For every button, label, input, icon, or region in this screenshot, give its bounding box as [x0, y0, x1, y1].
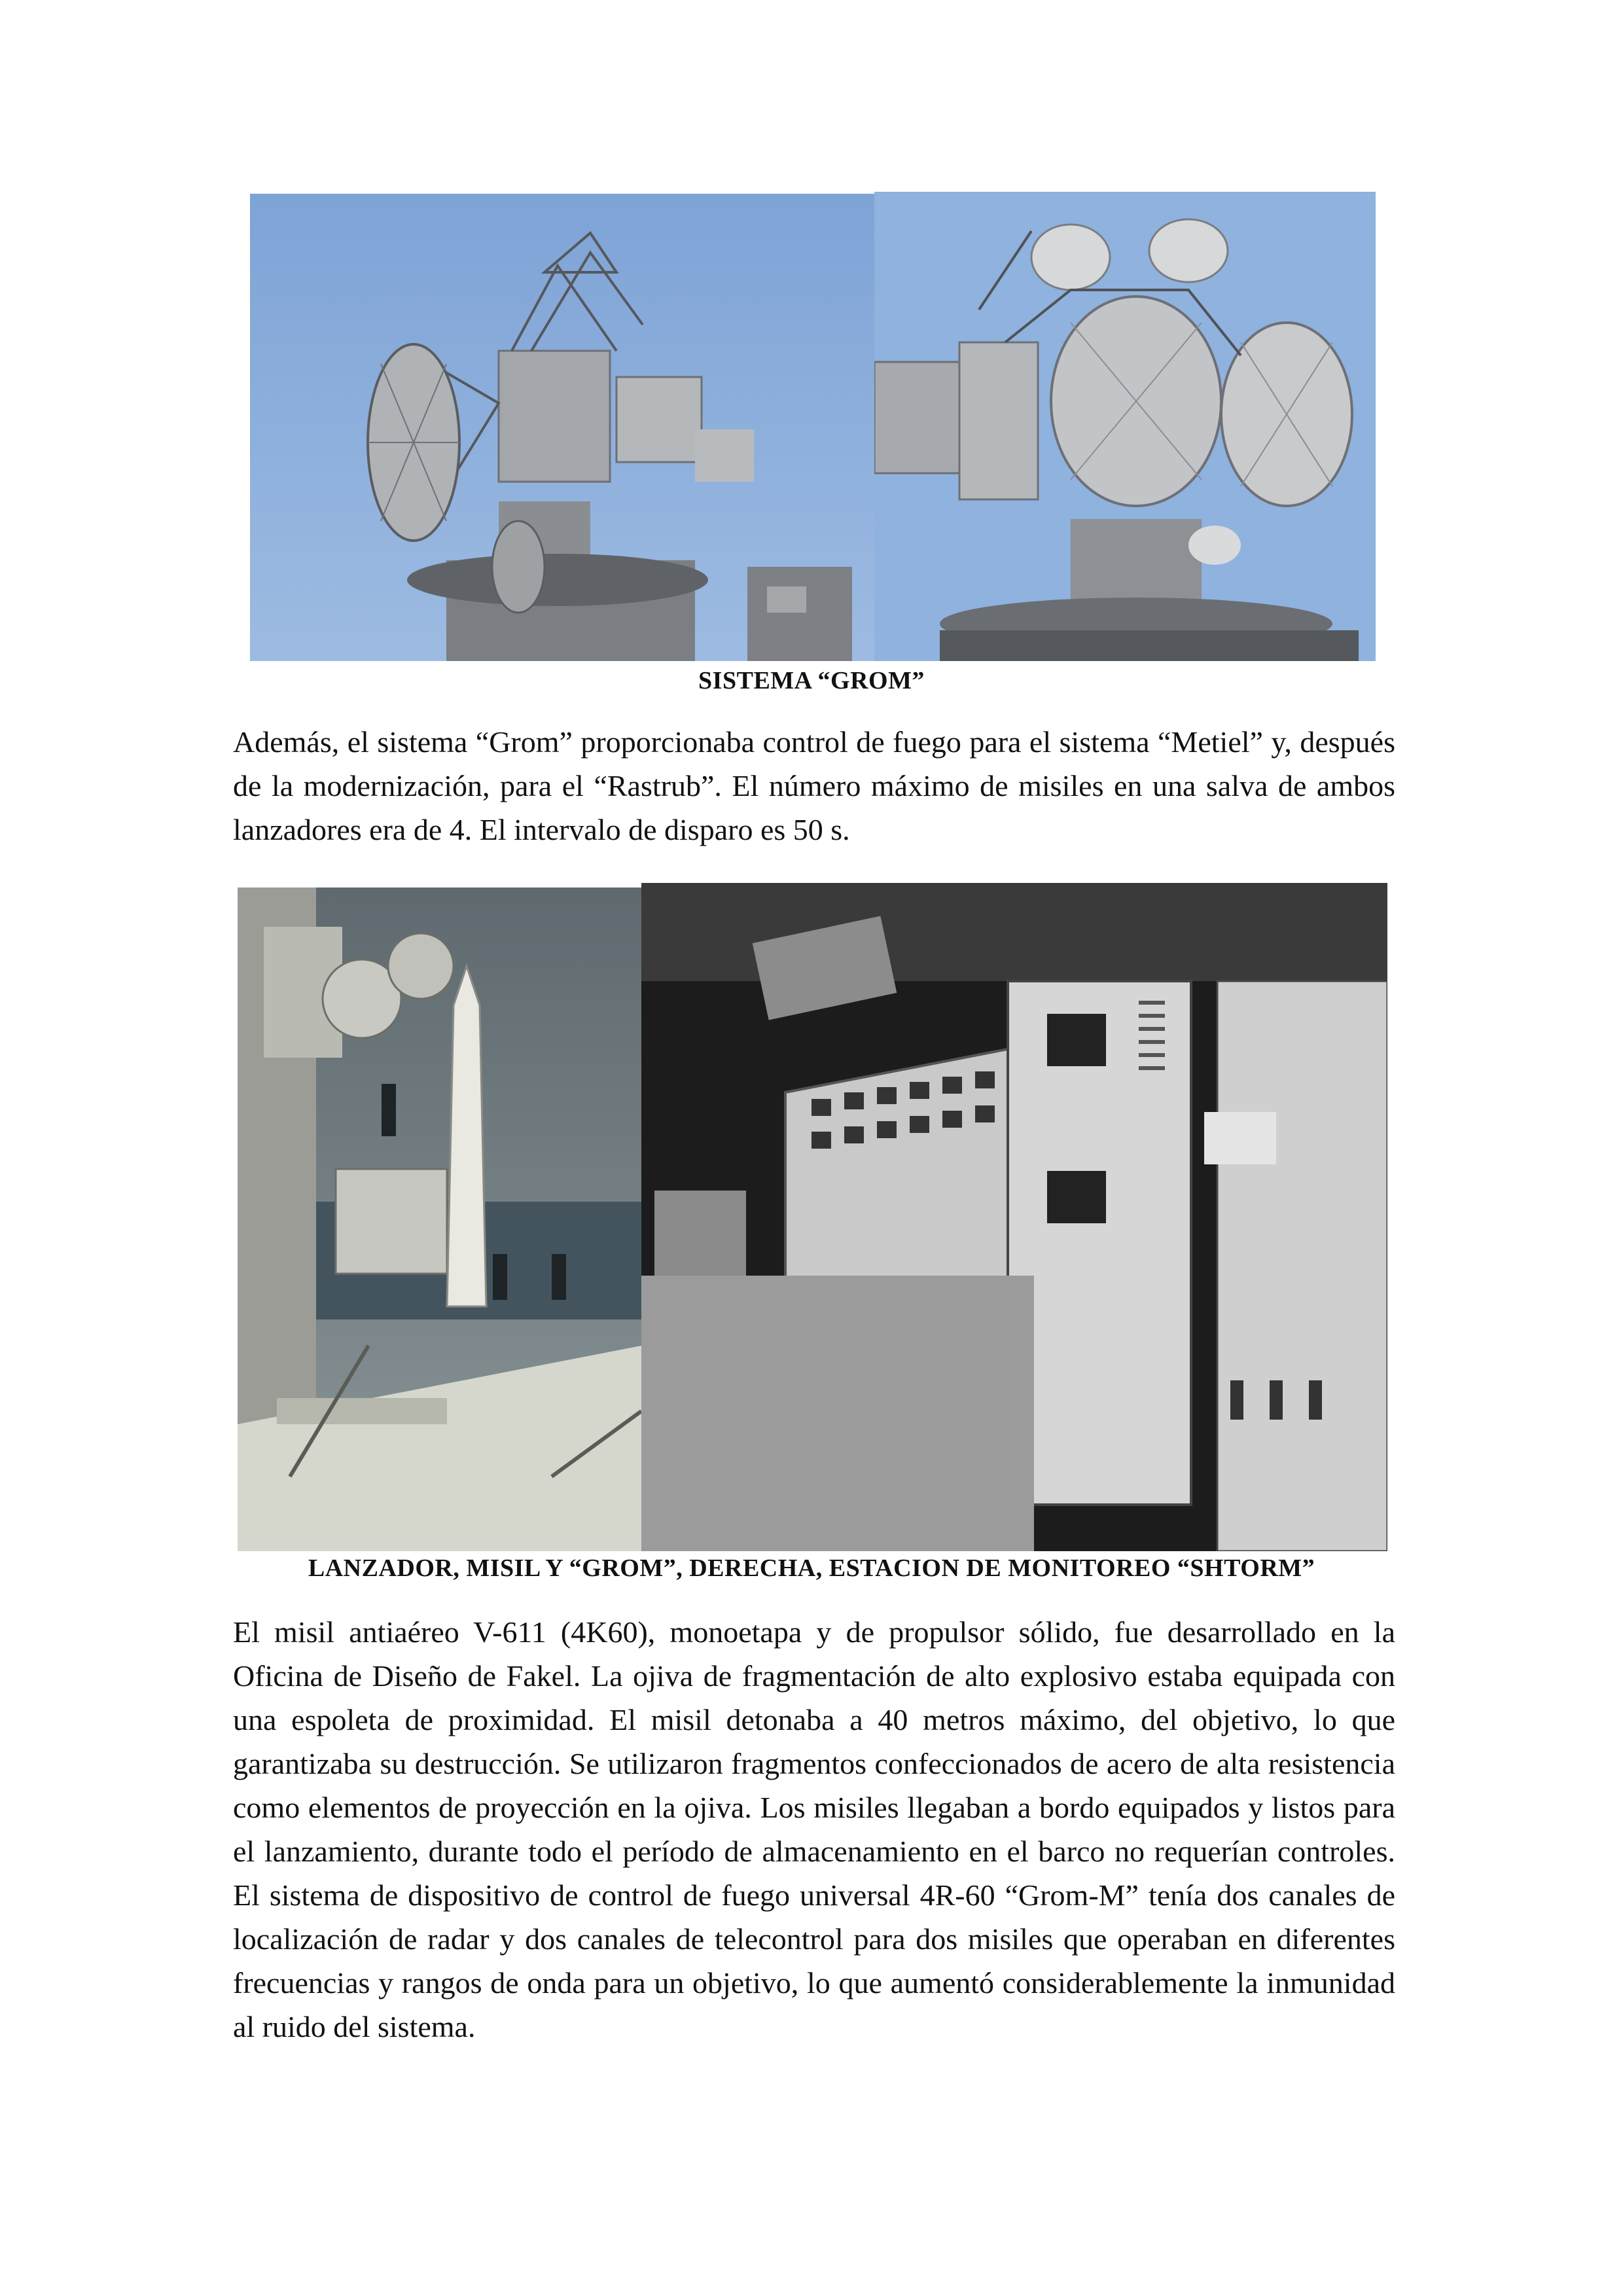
radar-photo-right — [874, 192, 1376, 661]
caption-sistema-grom: SISTEMA “GROM” — [698, 667, 925, 694]
control-console-icon — [641, 883, 1387, 1551]
monitoring-station-photo — [641, 883, 1387, 1551]
launcher-missile-photo — [238, 888, 641, 1551]
radar-photo-left — [250, 194, 874, 661]
radar-antennas-icon — [874, 192, 1376, 661]
paragraph-v611-missile: El misil antiaéreo V-611 (4K60), monoetapa y de propulsor sólido, fue desarrollado en la Oficina de Diseño de Fakel. La ojiva de fragmentación de alto explosivo estaba equipada con una espoleta de proximidad. El misil detonaba a 40 metros máximo, del objetivo, lo que garantizaba su destrucción. Se utilizaron fragmentos confeccionados de acero de alta resistencia como elementos de proyección en la ojiva. Los misiles llegaban a bordo equipados y listos para el lanzamiento, durante todo el período de almacenamiento en el barco no requerían controles. El sistema de dispositivo de control de fuego universal 4R-60 “Grom-M” tenía dos canales de localización de radar y dos canales de telecontrol para dos misiles que operaban en diferentes frecuencias y rangos de onda para un objetivo, lo que aumentó considerablemente la inmunidad al ruido del sistema. — [233, 1615, 1395, 2043]
caption-launcher-monitoring: LANZADOR, MISIL Y “GROM”, DERECHA, ESTACION DE MONITOREO “SHTORM” — [308, 1554, 1315, 1582]
launcher-missile-icon — [238, 888, 641, 1551]
paragraph-grom-fire-control: Además, el sistema “Grom” proporcionaba control de fuego para el sistema “Metiel” y, después de la modernización, para el “Rastrub”. El número máximo de misiles en una salva de ambos lanzadores era de 4. El intervalo de disparo es 50 s. — [233, 725, 1395, 846]
radar-mast-icon — [250, 194, 874, 661]
